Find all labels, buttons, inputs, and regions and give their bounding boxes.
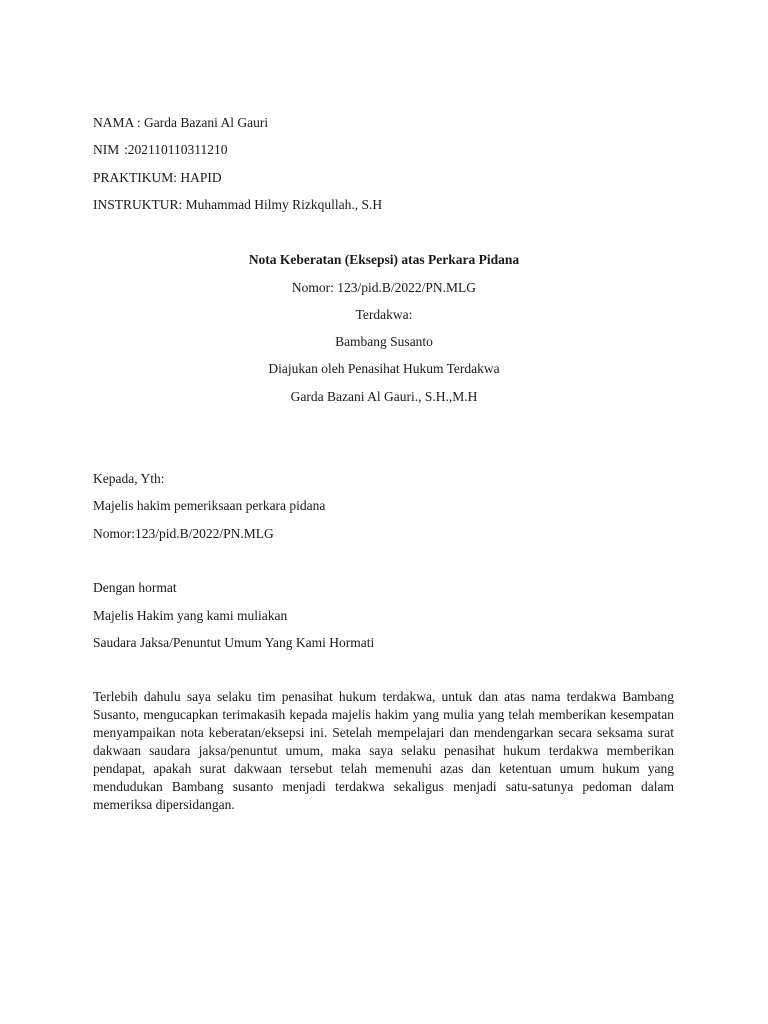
document-title: Nota Keberatan (Eksepsi) atas Perkara Pidana xyxy=(248,252,520,267)
case-number: Nomor: 123/pid.B/2022/PN.MLG xyxy=(291,280,477,295)
recipient-greeting: Kepada, Yth: xyxy=(93,471,165,486)
salutation-majelis: Majelis Hakim yang kami muliakan xyxy=(93,608,288,623)
submitted-by: Diajukan oleh Penasihat Hukum Terdakwa xyxy=(268,361,500,376)
legal-counsel-name: Garda Bazani Al Gauri., S.H.,M.H xyxy=(290,389,478,404)
instruktur-line: INSTRUKTUR: Muhammad Hilmy Rizkqullah., S.H xyxy=(93,197,383,212)
salutation-hormat: Dengan hormat xyxy=(93,580,177,595)
praktikum-line: PRAKTIKUM: HAPID xyxy=(93,170,222,185)
recipient-majelis: Majelis hakim pemeriksaan perkara pidana xyxy=(93,498,326,513)
recipient-case-number: Nomor:123/pid.B/2022/PN.MLG xyxy=(93,526,274,541)
student-nim xyxy=(93,142,228,158)
salutation-jaksa: Saudara Jaksa/Penuntut Umum Yang Kami Hormati xyxy=(93,635,375,650)
student-name: NAMA : Garda Bazani Al Gauri xyxy=(93,115,269,130)
nim-value: :202110110311210 xyxy=(124,142,228,157)
body-paragraph: Terlebih dahulu saya selaku tim penasihat hukum terdakwa, untuk dan atas nama terdakwa Bambang Susanto, mengucapkan terimakasih kepada majelis hakim yang mulia yang telah memberikan kesempatan menyampaikan nota keberatan/eksepsi ini. Setelah mempelajari dan mendengarkan secara seksama surat dakwaan saudara jaksa/penuntut umum, maka saya selaku penasihat hukum terdakwa memberikan pendapat, apakah surat dakwaan tersebut telah memenuhi azas dan ketentuan umum hukum yang mendudukan Bambang susanto menjadi terdakwa sekaligus menjadi satu-satunya pedoman dalam memeriksa dipersidangan. xyxy=(93,689,674,812)
terdakwa-label: Terdakwa: xyxy=(355,307,413,322)
terdakwa-name: Bambang Susanto xyxy=(335,334,433,349)
nim-label: NIM xyxy=(93,142,120,157)
